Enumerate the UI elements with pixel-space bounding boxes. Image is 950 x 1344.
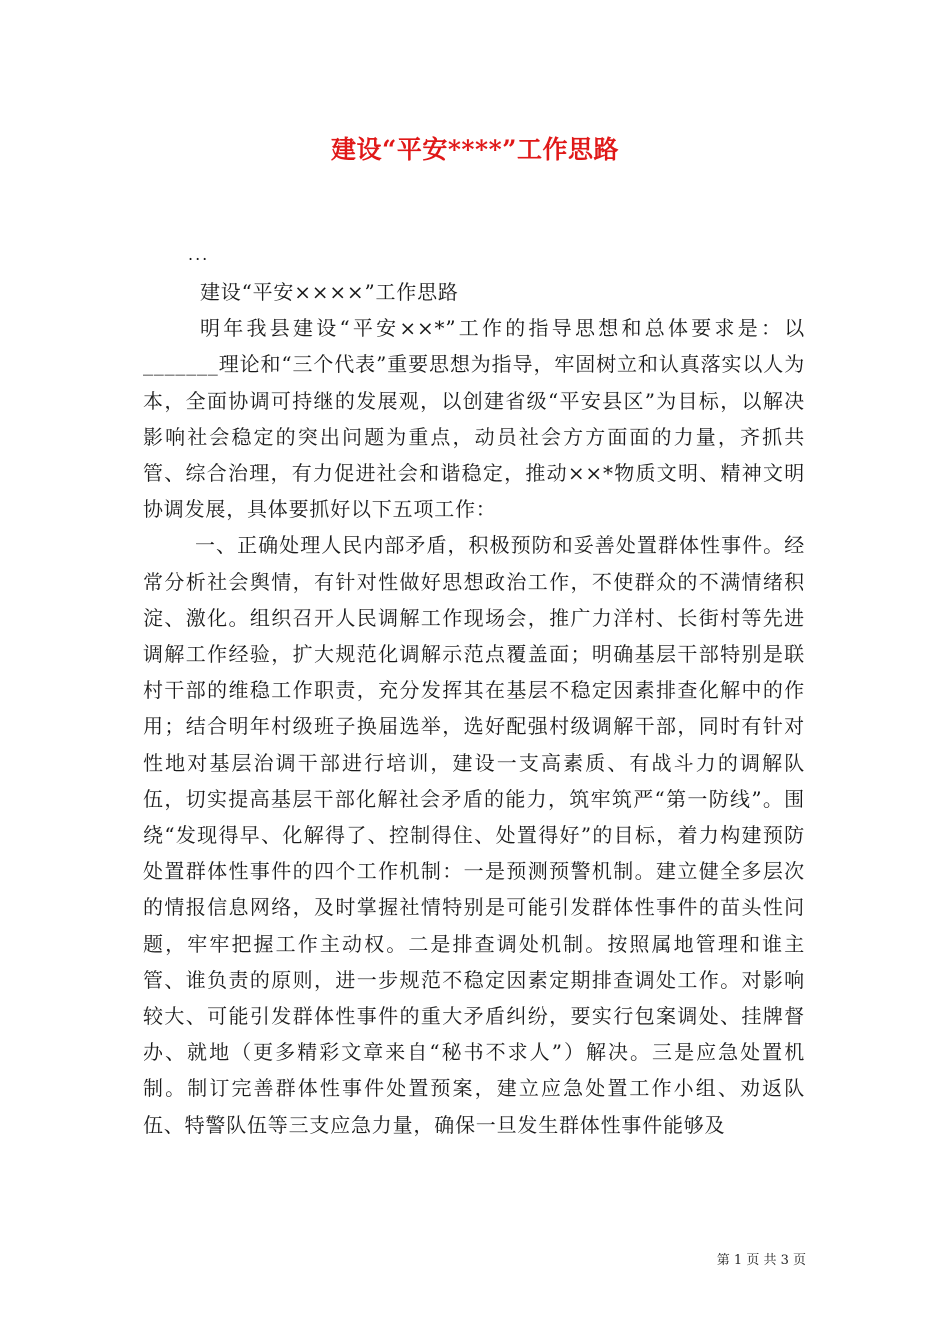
document-subtitle: 建设“平安××××”工作思路 [200, 280, 459, 304]
page-number-footer: 第 1 页 共 3 页 [716, 1253, 806, 1268]
document-body [143, 274, 805, 1143]
paragraph-guiding-principle: 明年我县建设“平安××*”工作的指导思想和总体要求是：以_______理论和“三个代表”重要思想为指导，牢固树立和认真落实以人为本，全面协调可持继的发展观，以创建省级“平安县区”为目标，以解决影响社会稳定的突出问题为重点，动员社会方方面面的力量，齐抓共管、综合治理，有力促进社会和谐稳定，推动××*物质文明、精神文明协调发展，具体要抓好以下五项工作： [143, 316, 805, 522]
page-title: 建设“平安****”工作思路 [330, 135, 620, 164]
paragraph-task-one: 一、正确处理人民内部矛盾，积极预防和妥善处置群体性事件。经常分析社会舆情，有针对性做好思想政治工作，不使群众的不满情绪积淀、激化。组织召开人民调解工作现场会，推广力洋村、长街村等先进调解工作经验，扩大规范化调解示范点覆盖面；明确基层干部特别是联村干部的维稳工作职责，充分发挥其在基层不稳定因素排查化解中的作用；结合明年村级班子换届选举，选好配强村级调解干部，同时有针对性地对基层治调干部进行培训，建设一支高素质、有战斗力的调解队伍，切实提高基层干部化解社会矛盾的能力，筑牢筑严“第一防线”。围绕“发现得早、化解得了、控制得住、处置得好”的目标，着力构建预防处置群体性事件的四个工作机制：一是预测预警机制。建立健全多层次的情报信息网络，及时掌握社情特别是可能引发群体性事件的苗头性问题，牢牢把握工作主动权。二是排查调处机制。按照属地管理和谁主管、谁负责的原则，进一步规范不稳定因素定期排查调处工作。对影响较大、可能引发群体性事件的重大矛盾纠纷，要实行包案调处、挂牌督办、就地（更多精彩文章来自“秘书不求人”）解决。三是应急处置机制。制订完善群体性事件处置预案，建立应急处置工作小组、劝返队伍、特警队伍等三支应急力量，确保一旦发生群体性事件能够及 [143, 533, 805, 1137]
ellipsis-marker: ... [188, 245, 210, 264]
